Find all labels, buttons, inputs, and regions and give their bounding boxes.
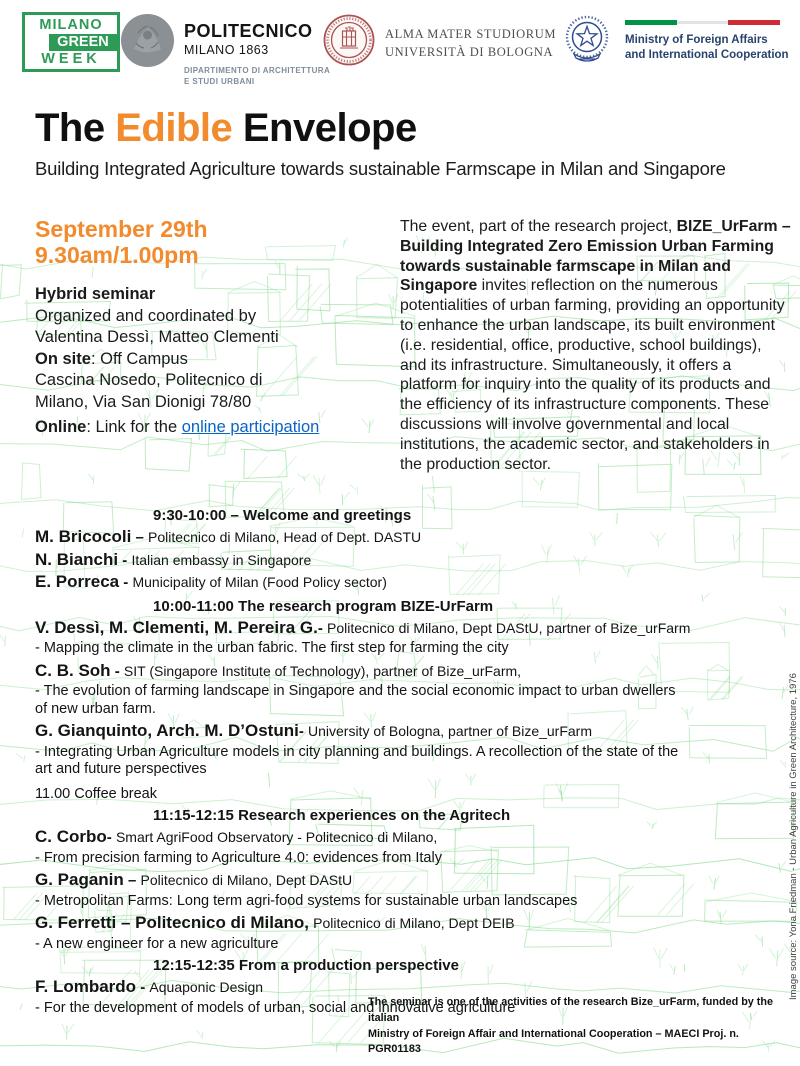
politecnico-year: MILANO 1863	[184, 43, 269, 57]
speaker-name: E. Porreca	[35, 572, 120, 591]
organizers-line2: Valentina Dessì, Matteo Clementi	[35, 328, 279, 346]
politecnico-seal-icon	[120, 13, 175, 68]
speaker-affiliation: Aquaponic Design	[149, 979, 264, 995]
onsite-line	[35, 349, 387, 371]
title-part2: Envelope	[232, 106, 417, 150]
unibo-seal-icon	[323, 14, 375, 66]
address-line1: Cascina Nosedo, Politecnico di	[35, 371, 263, 389]
speaker-name: C. B. Soh	[35, 660, 111, 680]
organizers-line1: Organized and coordinated by	[35, 306, 257, 325]
italian-flag-bar-icon	[625, 20, 780, 25]
speaker-affiliation: Politecnico di Milano, Dept DAStU	[140, 872, 353, 888]
unibo-line2: UNIVERSITÀ DI BOLOGNA	[385, 44, 554, 59]
ministry-line1: Ministry of Foreign Affairs	[625, 34, 768, 46]
unibo-wordmark	[385, 26, 556, 66]
program-talk-title: - From precision farming to Agriculture 4.0: evidences from Italy	[35, 849, 442, 866]
ministry-right-block	[625, 12, 789, 68]
speaker-affiliation: Politecnico di Milano, Dept DEIB	[313, 915, 515, 931]
event-description	[400, 217, 792, 474]
program-talk-title: - Metropolitan Farms: Long term agri-food systems for sustainable urban landscapes	[35, 892, 578, 909]
online-participation-link[interactable]: online participation	[181, 418, 320, 436]
program-speaker-line	[35, 618, 783, 640]
image-credit: Image source: Yona Friedman - Urban Agriculture in Green Architecture, 1976	[788, 673, 799, 1000]
speaker-separator: -	[298, 723, 308, 740]
page-subtitle: Building Integrated Agriculture towards sustainable Farmscape in Milan and Singapore	[35, 158, 726, 179]
politecnico-logo	[120, 13, 330, 88]
program-talk-title: - Mapping the climate in the urban fabric. The first step for farming the city	[35, 640, 509, 656]
program-speaker-line	[35, 827, 783, 849]
program-talk-title: 11.00 Coffee break	[35, 785, 157, 802]
program-speaker-line	[35, 661, 783, 683]
speaker-separator: -	[317, 619, 327, 637]
title-part1: The	[35, 106, 116, 150]
program-talk-title: - A new engineer for a new agriculture	[35, 935, 279, 952]
program-talk-title: - Integrating Urban Agriculture models in city planning and buildings. A recollection of the state of the art and future perspectives	[35, 743, 679, 777]
speaker-name: G. Ferretti – Politecnico di Milano,	[35, 913, 309, 932]
program-list	[35, 503, 783, 1020]
ministry-wordmark	[625, 33, 789, 63]
program-speaker-line	[35, 572, 783, 594]
description-lead: The event, part of the research project,	[400, 218, 677, 235]
hybrid-seminar-label: Hybrid seminar	[35, 285, 156, 303]
description-project-name: BIZE_UrFarm – Building Integrated Zero Emission Urban Farming towards sustainable farmscape in Milan and Singapore	[400, 218, 791, 295]
program-speaker-line	[35, 550, 783, 572]
mgw-word-green: GREEN	[49, 34, 117, 51]
unibo-logo	[323, 14, 556, 66]
speaker-separator: -	[119, 574, 133, 591]
funding-note	[368, 995, 782, 1058]
speaker-name: C. Corbo	[35, 827, 107, 846]
mgw-word-week: WEEK	[41, 50, 101, 67]
program-speaker-line	[35, 913, 783, 935]
online-line	[35, 417, 387, 439]
funding-note-line1: The seminar is one of the activities of the research Bize_urFarm, funded by the italian	[368, 996, 773, 1025]
speaker-name: F. Lombardo	[35, 977, 137, 996]
milano-green-week-logo	[22, 12, 120, 72]
speaker-name: M. Bricocoli	[35, 527, 132, 546]
program-session-header: 11:15-12:15 Research experiences on the Agritech	[153, 807, 511, 824]
speaker-affiliation: Smart AgriFood Observatory - Politecnico di Milano,	[115, 829, 438, 845]
mgw-word-milano: MILANO	[39, 16, 103, 33]
event-time: 9.30am/1.00pm	[35, 242, 199, 268]
speaker-affiliation: Italian embassy in Singapore	[131, 551, 312, 568]
ministry-line2: and International Cooperation	[625, 48, 789, 61]
speaker-affiliation: Politecnico di Milano, Head of Dept. DASTU	[148, 529, 422, 545]
flag-white-segment	[677, 21, 728, 24]
page-title	[35, 106, 417, 151]
unibo-line1: ALMA MATER STUDIORUM	[385, 27, 557, 41]
politecnico-dept-line1: DIPARTIMENTO DI ARCHITETTURA	[184, 66, 331, 75]
program-talk-title: - The evolution of farming landscape in Singapore and the social economic impact to urban dwellers of new urban farm.	[35, 683, 676, 717]
program-talk-title: - For the development of models of urban, social and innovative agriculture	[35, 999, 516, 1016]
speaker-affiliation: SIT (Singapore Institute of Technology), partner of Bize_urFarm,	[123, 662, 522, 679]
description-body: invites reflection on the numerous potentialities of urban farming, providing an opportunity to enhance the urban landscape, its built environment (i.e. residential, office, productive, school buildings), and its infrastructure. Simultaneously, it offers a platform for inquiry into the quality of its products and the efficiency of its infrastructure components. These discussions will involve governmental and local institutions, the academic sector, and stakeholders in the production sector.	[400, 277, 785, 473]
event-details	[35, 216, 387, 439]
program-speaker-line	[35, 870, 783, 892]
speaker-separator: –	[131, 529, 149, 546]
onsite-label: On site	[35, 349, 91, 368]
speaker-name: V. Dessì, M. Clementi, M. Pereira G.	[35, 617, 318, 637]
ministry-emblem-icon	[562, 12, 612, 68]
politecnico-department	[184, 66, 330, 88]
address-line2: Milano, Via San Dionigi 78/80	[35, 392, 252, 411]
politecnico-name: POLITECNICO	[184, 21, 313, 41]
speaker-separator: -	[136, 979, 150, 996]
speaker-name: G. Gianquinto, Arch. M. D’Ostuni	[35, 721, 299, 740]
program-session-header: 10:00-11:00 The research program BIZE-UrFarm	[153, 597, 494, 615]
program-session-header: 9:30-10:00 – Welcome and greetings	[153, 507, 412, 524]
speaker-separator: –	[123, 872, 141, 889]
politecnico-wordmark	[184, 13, 330, 88]
online-label: Online	[35, 418, 87, 436]
speaker-affiliation: Municipality of Milan (Food Policy sector)	[132, 574, 387, 590]
speaker-separator: -	[106, 829, 116, 846]
speaker-name: G. Paganin	[35, 870, 124, 889]
program-speaker-line	[35, 721, 783, 743]
speaker-name: N. Bianchi	[35, 549, 119, 569]
speaker-separator: -	[118, 551, 132, 569]
politecnico-dept-line2: E STUDI URBANI	[184, 76, 255, 86]
onsite-value: : Off Campus	[90, 349, 188, 368]
event-info-block	[35, 284, 387, 439]
ministry-logo	[562, 12, 789, 68]
program-session-header: 12:15-12:35 From a production perspective	[153, 957, 459, 974]
funding-note-line2: Ministry of Foreign Affair and International Cooperation – MAECI Proj. n. PGR01183	[368, 1027, 739, 1056]
event-date-line1: September 29th	[35, 216, 208, 242]
flag-red-segment	[728, 20, 780, 25]
speaker-affiliation: University of Bologna, partner of Bize_urFarm	[307, 723, 592, 739]
speaker-separator: -	[110, 662, 124, 680]
title-highlight: Edible	[115, 106, 233, 150]
online-text: : Link for the	[86, 418, 182, 436]
event-date	[35, 216, 387, 268]
program-speaker-line	[35, 527, 783, 549]
flag-green-segment	[625, 20, 677, 25]
speaker-affiliation: Politecnico di Milano, Dept DAStU, partner of Bize_urFarm	[327, 619, 691, 636]
